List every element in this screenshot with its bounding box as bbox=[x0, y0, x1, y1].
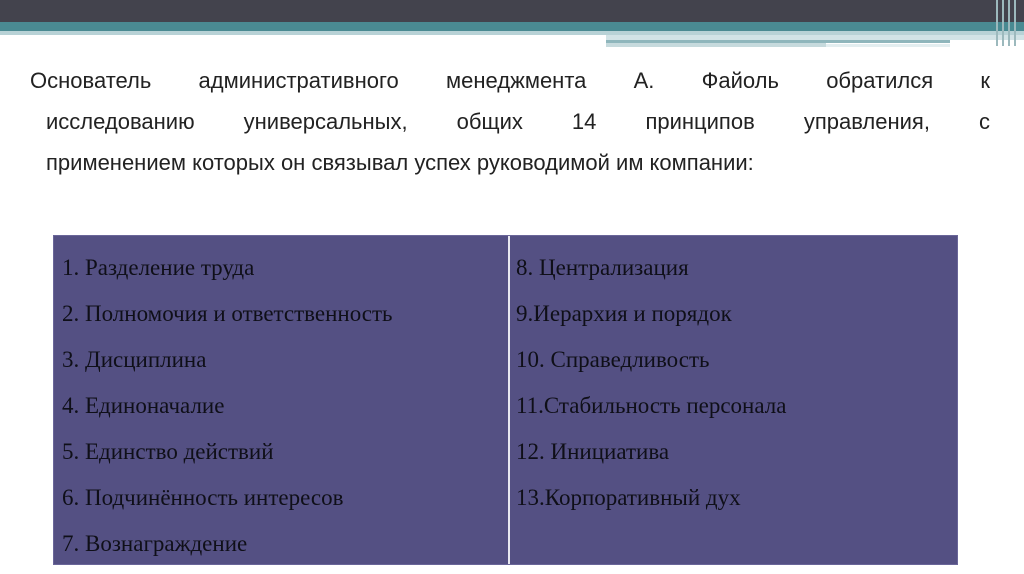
principle-item: 1. Разделение труда bbox=[62, 255, 255, 280]
intro-line: применением которых он связывал успех руководимой им компании: bbox=[46, 150, 754, 175]
principle-item: 5. Единство действий bbox=[62, 439, 274, 464]
principle-item: 8. Централизация bbox=[516, 255, 689, 280]
principles-column-left bbox=[62, 248, 502, 570]
principle-item: 13.Корпоративный дух bbox=[516, 485, 741, 510]
intro-line: исследованию универсальных, общих 14 принципов управления, с bbox=[46, 109, 990, 134]
header-vertical-line bbox=[996, 0, 998, 46]
intro-line: Основатель административного менеджмента А. Файоль обратился к bbox=[30, 68, 990, 93]
header-strip bbox=[606, 43, 826, 47]
principle-item: 4. Единоначалие bbox=[62, 393, 225, 418]
header-vertical-line bbox=[1002, 0, 1004, 46]
intro-paragraph bbox=[30, 60, 990, 183]
principle-item: 2. Полномочия и ответственность bbox=[62, 301, 393, 326]
principle-item: 9.Иерархия и порядок bbox=[516, 301, 732, 326]
principle-item: 12. Инициатива bbox=[516, 439, 670, 464]
principle-item: 3. Дисциплина bbox=[62, 347, 207, 372]
principles-column-right bbox=[516, 248, 946, 524]
table-column-divider bbox=[508, 236, 510, 564]
header-bar-dark bbox=[0, 0, 1024, 22]
header-bar-teal bbox=[0, 22, 1024, 31]
header-vertical-line bbox=[1008, 0, 1010, 46]
principles-table bbox=[53, 235, 958, 565]
header-strip bbox=[826, 44, 950, 47]
principle-item: 10. Справедливость bbox=[516, 347, 710, 372]
principle-item: 11.Стабильность персонала bbox=[516, 393, 787, 418]
header-vertical-line bbox=[1014, 0, 1016, 46]
principle-item: 7. Вознаграждение bbox=[62, 531, 248, 556]
principle-item: 6. Подчинённость интересов bbox=[62, 485, 344, 510]
